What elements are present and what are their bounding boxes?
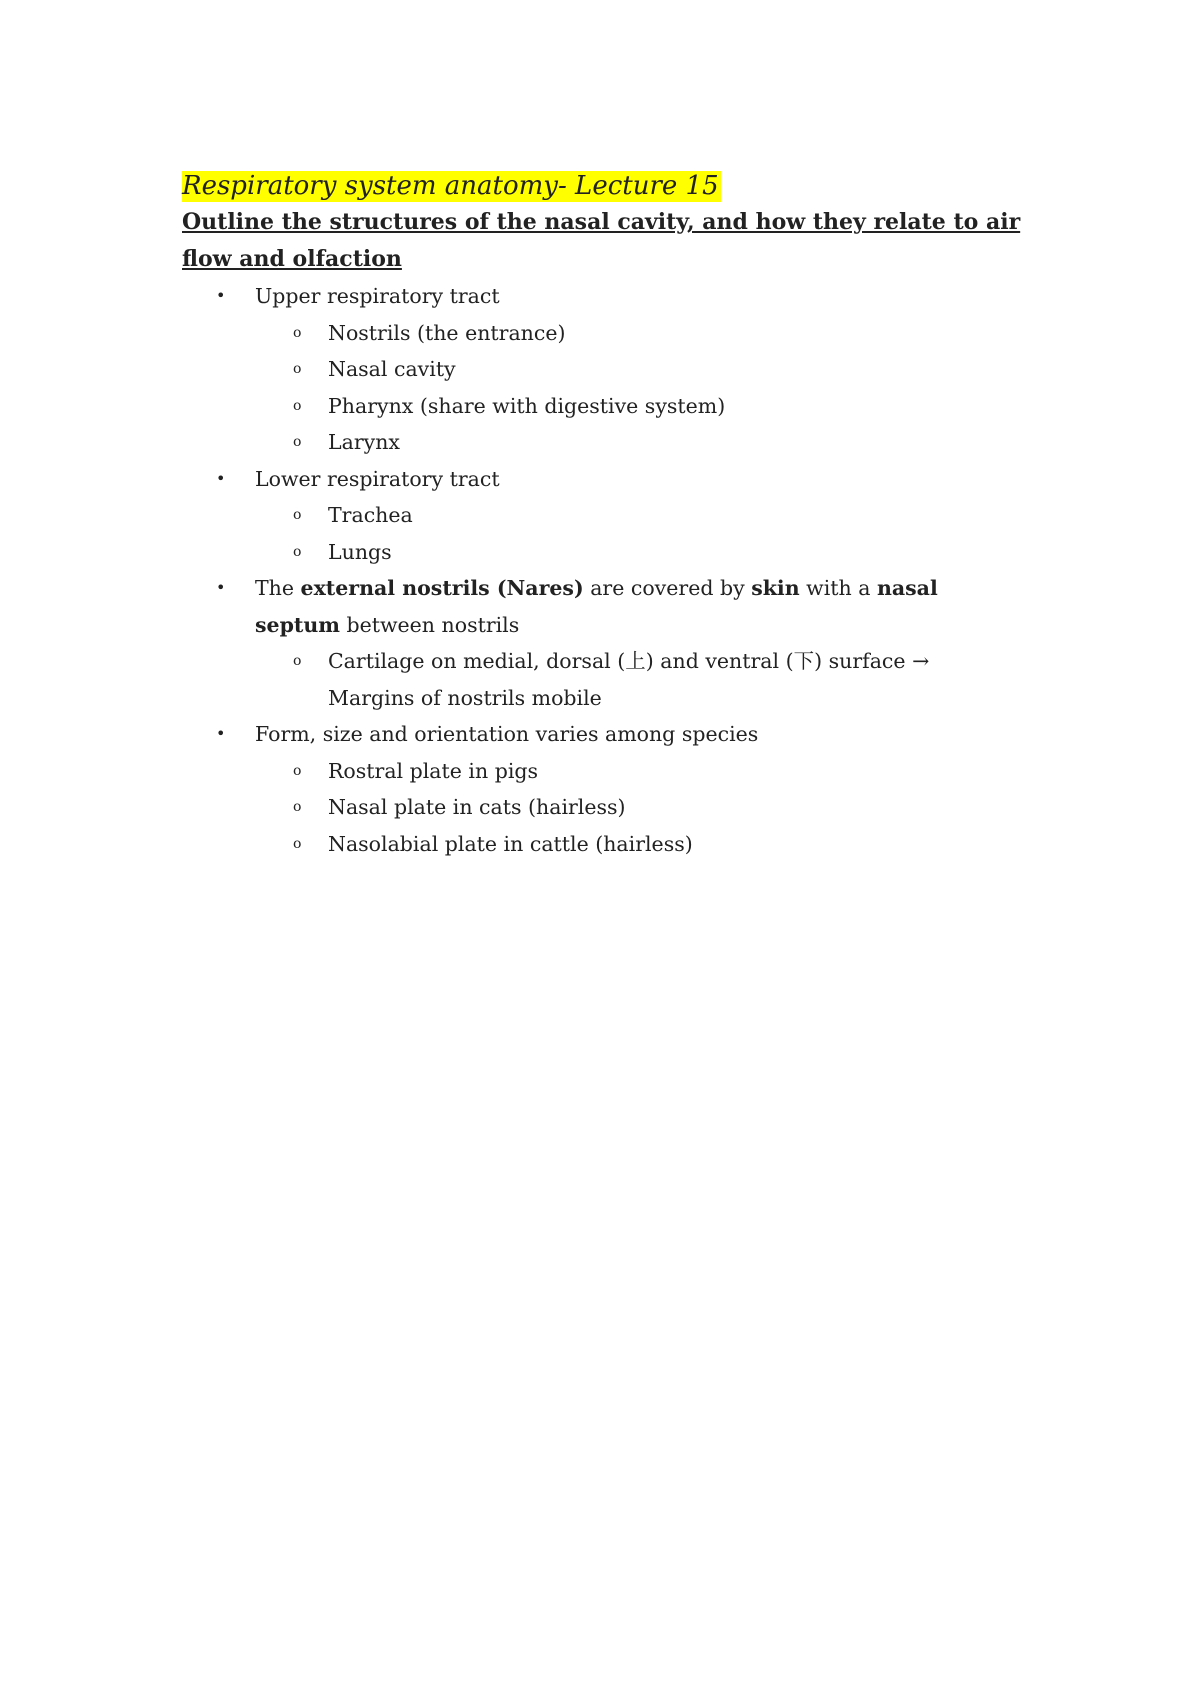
sub-item-nostrils [182, 315, 1042, 352]
bullet-text: Lower respiratory tract [255, 466, 500, 491]
sub-item-text: Nasal plate in cats (hairless) [328, 795, 626, 819]
bullet-form-size [182, 716, 1042, 753]
bullet-text: Upper respiratory tract [255, 284, 500, 308]
bullet-marker: • [216, 286, 226, 305]
sub-item-trachea [182, 497, 1042, 534]
sub-item-text: Rostral plate in pigs [328, 758, 539, 783]
sub-marker: o [293, 835, 302, 852]
bold-term-skin: skin [751, 576, 800, 600]
sub-marker: o [293, 434, 302, 450]
bullet-text: Form, size and orientation varies among species [255, 722, 759, 746]
text-run: Cartilage on medial, dorsal ( [328, 649, 626, 673]
sub-marker: o [293, 653, 302, 669]
document-title [182, 168, 1042, 204]
bullet-marker: • [216, 724, 226, 743]
bold-term-nares: external nostrils (Nares) [300, 576, 584, 600]
sub-marker: o [293, 361, 302, 377]
sub-item-cartilage-continued: Margins of nostrils mobile [328, 685, 602, 710]
sub-marker: o [293, 507, 302, 523]
text-run: are covered by [583, 576, 752, 600]
sub-marker: o [293, 397, 302, 414]
sub-marker: o [293, 799, 302, 815]
sub-item-text: Nasal cavity [328, 357, 456, 381]
sub-item-text: Nasolabial plate in cattle (hairless) [328, 831, 693, 856]
sub-item-text: Nostrils (the entrance) [328, 320, 566, 345]
text-run: ) surface [814, 649, 913, 673]
text-run: The [255, 576, 301, 600]
sub-item-text: Lungs [328, 539, 392, 564]
bullet-upper-tract [182, 278, 1042, 315]
sub-item-cartilage [182, 643, 1042, 680]
sub-item-nasal-cavity [182, 351, 1042, 388]
bold-term-septum: septum [255, 612, 340, 637]
document-content [182, 168, 1042, 862]
section-heading-line-1: Outline the structures of the nasal cavity, and how they relate to air [182, 209, 1021, 235]
bullet-marker: • [216, 468, 226, 488]
ventral-glyph: 下 [793, 649, 815, 673]
sub-marker: o [293, 762, 302, 779]
bullet-marker: • [216, 578, 226, 597]
sub-marker: o [293, 324, 302, 341]
bullet-external-nostrils-continued [182, 607, 1042, 644]
sub-marker: o [293, 543, 302, 560]
sub-item-nasolabial-plate [182, 826, 1042, 863]
text-run: between nostrils [339, 612, 520, 637]
bullet-external-nostrils [182, 570, 1042, 607]
text-run: with a [799, 576, 877, 600]
dorsal-glyph: 上 [625, 649, 646, 673]
sub-item-text: Larynx [328, 430, 400, 454]
sub-item-lungs [182, 534, 1042, 571]
arrow-right-icon: → [912, 649, 930, 673]
sub-item-text: Pharynx (share with digestive system) [328, 393, 726, 418]
text-run: ) and ventral ( [645, 649, 794, 673]
bold-term-nasal: nasal [876, 576, 938, 600]
sub-item-text: Trachea [328, 503, 413, 527]
sub-item-larynx [182, 424, 1042, 461]
sub-item-rostral-plate [182, 753, 1042, 790]
title-highlight: Respiratory system anatomy- Lecture 15 [182, 171, 719, 201]
section-heading-line-2: flow and olfaction [182, 246, 402, 272]
sub-item-nasal-plate [182, 789, 1042, 826]
bullet-lower-tract [182, 461, 1042, 498]
sub-item-pharynx [182, 388, 1042, 425]
